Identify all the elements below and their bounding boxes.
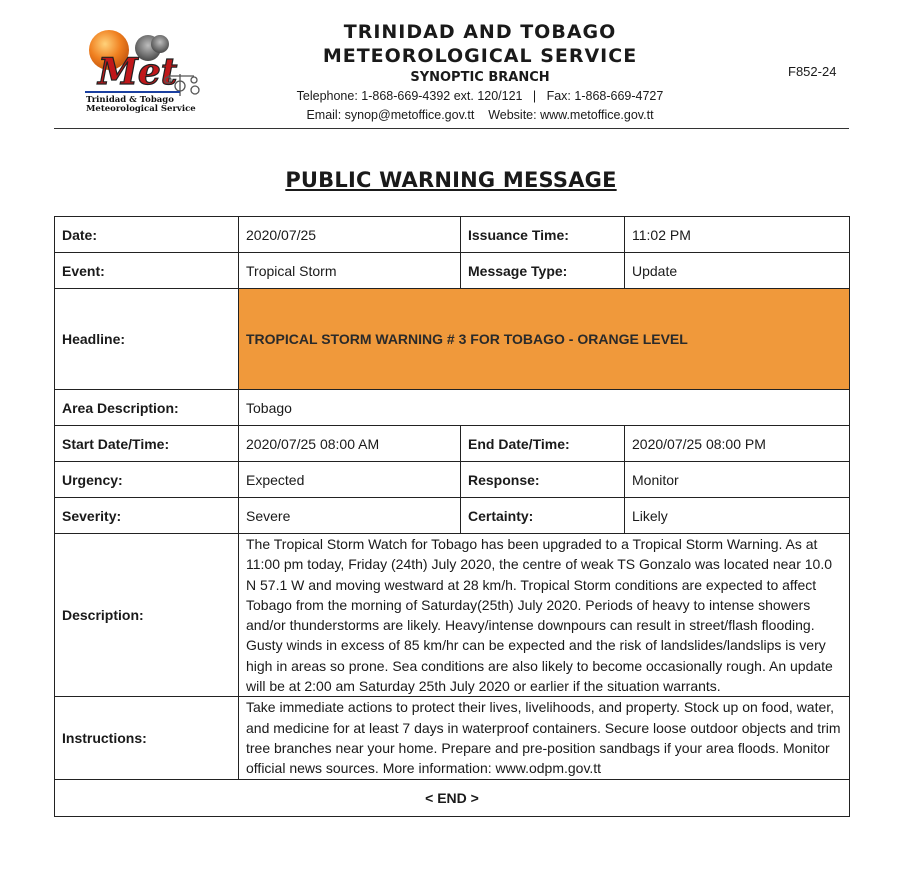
end-datetime-label: End Date/Time:	[461, 426, 625, 462]
header-divider	[54, 128, 849, 129]
org-name-line1: TRINIDAD AND TOBAGO	[343, 21, 617, 43]
urgency-label: Urgency:	[55, 462, 239, 498]
end-datetime-value: 2020/07/25 08:00 PM	[625, 426, 850, 462]
message-type-label: Message Type:	[461, 253, 625, 289]
severity-value: Severe	[239, 498, 461, 534]
message-type-value: Update	[625, 253, 850, 289]
urgency-value: Expected	[239, 462, 461, 498]
table-row	[55, 534, 850, 697]
severity-label: Severity:	[55, 498, 239, 534]
met-logo	[80, 24, 205, 114]
event-value: Tropical Storm	[239, 253, 461, 289]
organization-header	[230, 20, 730, 125]
table-row	[55, 498, 850, 534]
table-row	[55, 253, 850, 289]
start-datetime-value: 2020/07/25 08:00 AM	[239, 426, 461, 462]
headline-value: TROPICAL STORM WARNING # 3 FOR TOBAGO - ORANGE LEVEL	[239, 289, 850, 390]
contact-phone: Telephone: 1-868-669-4392 ext. 120/121 | Fax: 1-868-669-4727	[296, 89, 664, 103]
table-row	[55, 289, 850, 390]
response-label: Response:	[461, 462, 625, 498]
certainty-value: Likely	[625, 498, 850, 534]
start-datetime-label: Start Date/Time:	[55, 426, 239, 462]
description-value: The Tropical Storm Watch for Tobago has been upgraded to a Tropical Storm Warning. As at 11:00 pm today, Friday (24th) July 2020, the centre of weak TS Gonzalo was located near 10.0 N 57.1 W and moving westward at 28 km/h. Tropical Storm conditions are expected to affect Tobago from the morning of Saturday(25th) July 2020. Periods of heavy to intense showers and/or thunderstorms are likely. Heavy/intense downpours can result in street/flash flooding. Gusty winds in excess of 85 km/hr can be expected and the risk of landslides/landslips is very high in areas so prone. Sea conditions are also likely to become occasionally rough. An update will be at 2:00 am Saturday 25th July 2020 or earlier if the situation warrants.	[239, 534, 850, 697]
area-description-label: Area Description:	[55, 390, 239, 426]
issuance-time-label: Issuance Time:	[461, 217, 625, 253]
table-row	[55, 462, 850, 498]
logo-caption-1: Trinidad & Tobago	[86, 95, 174, 105]
area-description-value: Tobago	[239, 390, 850, 426]
branch-name: SYNOPTIC BRANCH	[410, 70, 550, 85]
page-title: PUBLIC WARNING MESSAGE	[285, 168, 617, 192]
issuance-time-value: 11:02 PM	[625, 217, 850, 253]
table-row	[55, 697, 850, 779]
instructions-value: Take immediate actions to protect their lives, livelihoods, and property. Stock up on food, water, and medicine for at least 7 days in waterproof containers. Secure loose outdoor objects and trim tree branches near your home. Prepare and pre-position sandbags if your area floods. Monitor official news sources. More information: www.odpm.gov.tt	[239, 697, 850, 779]
description-label: Description:	[55, 534, 239, 697]
event-label: Event:	[55, 253, 239, 289]
warning-table	[54, 216, 850, 817]
response-value: Monitor	[625, 462, 850, 498]
certainty-label: Certainty:	[461, 498, 625, 534]
date-label: Date:	[55, 217, 239, 253]
table-row	[55, 426, 850, 462]
logo-caption-2: Meteorological Service	[86, 104, 196, 114]
table-row	[55, 390, 850, 426]
table-row	[55, 779, 850, 816]
contact-email: Email: synop@metoffice.gov.tt Website: www.metoffice.gov.tt	[306, 108, 654, 122]
instructions-label: Instructions:	[55, 697, 239, 779]
date-value: 2020/07/25	[239, 217, 461, 253]
headline-label: Headline:	[55, 289, 239, 390]
end-marker: < END >	[55, 779, 850, 816]
logo-wordmark: Met	[98, 51, 178, 93]
form-number: F852-24	[788, 64, 837, 79]
table-row	[55, 217, 850, 253]
org-name-line2: METEOROLOGICAL SERVICE	[322, 45, 638, 67]
